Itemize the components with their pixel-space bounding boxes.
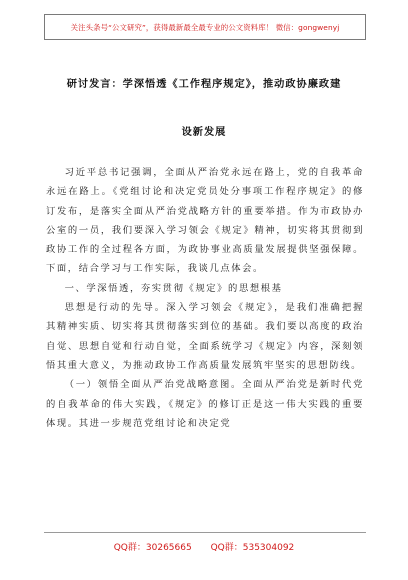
document-title-line-2: 设新发展 bbox=[181, 127, 227, 138]
document-body bbox=[46, 163, 364, 433]
footer bbox=[0, 540, 408, 553]
footer-qq-group-1: QQ群：30265665 bbox=[113, 543, 192, 553]
banner-text: 关注头条号“公文研究”，获得最新最全最专业的公文资料库！ 微信：gongwenyj bbox=[70, 22, 340, 32]
footer-qq-group-2: QQ群：535304092 bbox=[210, 543, 295, 553]
document-title-line-1: 研讨发言：学深悟透《工作程序规定》，推动政协廉政建 bbox=[66, 79, 342, 90]
paragraph-thought: 思想是行动的先导。深入学习领会《规定》，是我们准确把握其精神实质、切实将其贯彻落实到位的基础。我们要以高度的政治自觉、思想自觉和行动自觉，全面系统学习《规定》内容，深刻领悟其重大意义，为推动政协工作高质量发展筑牢坚实的思想防线。 bbox=[46, 302, 364, 371]
top-banner bbox=[44, 14, 366, 40]
footer-divider bbox=[44, 532, 366, 533]
section-heading-1: 一、学深悟透，夯实贯彻《规定》的思想根基 bbox=[64, 282, 283, 294]
paragraph-intro: 习近平总书记强调，全面从严治党永远在路上，党的自我革命永远在路上。《党组讨论和决定党员处分事项工作程序规定》的修订发布，是落实全面从严治党战略方针的重要举措。作为市政协办公室的一员，我们要深入学习领会《规定》精神，切实将其贯彻到政协工作的全过程各方面，为政协事业高质量发展提供坚强保障。下面，结合学习与工作实际，我谈几点体会。 bbox=[46, 167, 364, 275]
paragraph-subpoint-1: （一）领悟全面从严治党战略意图。全面从严治党是新时代党的自我革命的伟大实践，《规定》的修订正是这一伟大实践的重要体现。其进一步规范党组讨论和决定党 bbox=[46, 379, 364, 429]
